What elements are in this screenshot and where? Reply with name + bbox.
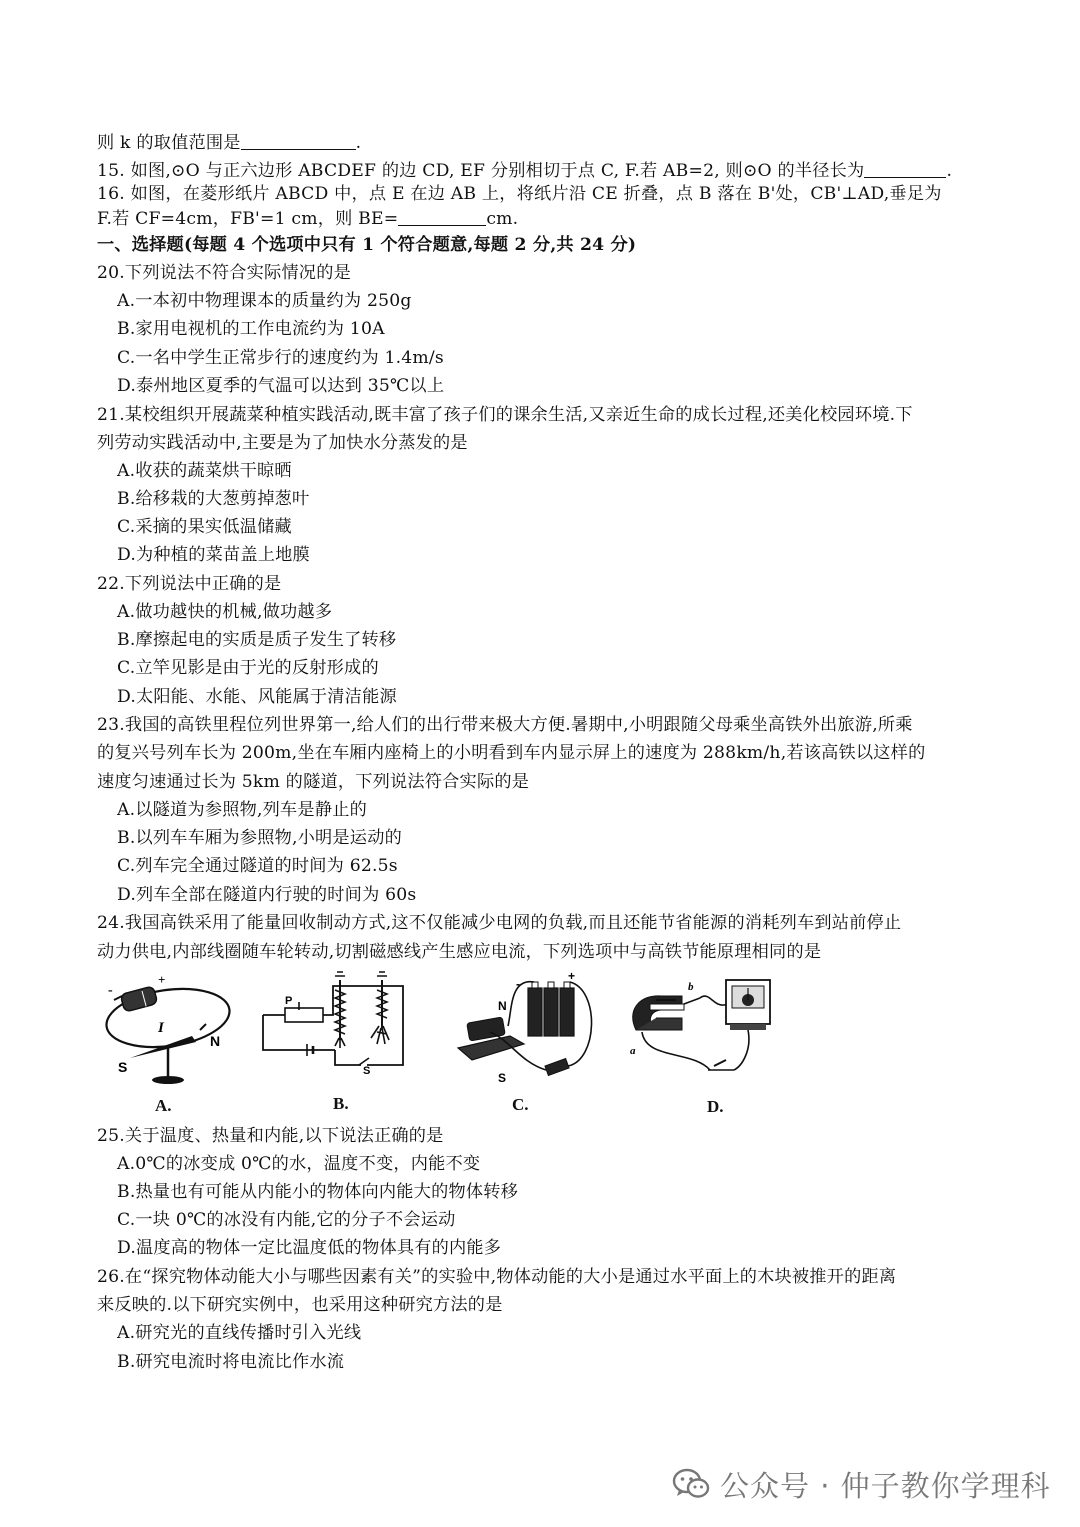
north-label: N xyxy=(498,999,507,1013)
question-23-cont: 速度匀速通过长为 5km 的隧道，下列说法符合实际的是 xyxy=(97,772,530,792)
answer-blank xyxy=(241,131,356,150)
south-label: S xyxy=(118,1059,128,1075)
option-23-b: B.以列车车厢为参照物,小明是运动的 xyxy=(117,828,402,848)
question-15: 15. 如图,⊙O 与正六边形 ABCDEF 的边 CD, EF 分别相切于点 C, F.若 AB=2, 则⊙O 的半径长为 . xyxy=(97,161,953,181)
figure-a xyxy=(100,970,240,1090)
option-20-b: B.家用电视机的工作电流约为 10A xyxy=(117,319,385,339)
electromagnet-circuit-diagram xyxy=(255,970,415,1080)
option-20-a: A.一本初中物理课本的质量约为 250g xyxy=(117,291,412,311)
option-22-a: A.做功越快的机械,做功越多 xyxy=(117,602,333,622)
electromagnet-compass-diagram xyxy=(100,970,240,1090)
option-25-b: B.热量也有可能从内能小的物体向内能大的物体转移 xyxy=(117,1182,519,1202)
text-line: 则 k 的取值范围是 . xyxy=(97,133,362,153)
question-21: 21.某校组织开展蔬菜种植实践活动,既丰富了孩子们的课余生活,又亲近生命的成长过程,还美化校园环境.下 xyxy=(97,405,913,425)
slider-p-label: P xyxy=(285,995,293,1007)
option-23-d: D.列车全部在隧道内行驶的时间为 60s xyxy=(117,885,417,905)
north-label: N xyxy=(210,1033,221,1049)
section-heading: 一、选择题(每题 4 个选项中只有 1 个符合题意,每题 2 分,共 24 分) xyxy=(97,235,637,255)
question-22: 22.下列说法中正确的是 xyxy=(97,574,282,594)
minus-label: - xyxy=(108,983,113,998)
current-label: I xyxy=(158,1020,164,1036)
option-26-b: B.研究电流时将电流比作水流 xyxy=(117,1352,345,1372)
generator-galvanometer-diagram xyxy=(622,970,782,1085)
answer-blank xyxy=(864,159,946,178)
question-26-cont: 来反映的.以下研究实例中，也采用这种研究方法的是 xyxy=(97,1295,503,1315)
option-22-b: B.摩擦起电的实质是质子发生了转移 xyxy=(117,630,397,650)
option-21-d: D.为种植的菜苗盖上地膜 xyxy=(117,545,310,565)
option-21-b: B.给移栽的大葱剪掉葱叶 xyxy=(117,489,310,509)
question-20: 20.下列说法不符合实际情况的是 xyxy=(97,263,351,283)
option-25-d: D.温度高的物体一定比温度低的物体具有的内能多 xyxy=(117,1238,502,1258)
a-label: a xyxy=(630,1045,636,1057)
answer-blank xyxy=(398,207,486,226)
b-label: b xyxy=(688,981,694,993)
question-16: 16. 如图，在菱形纸片 ABCD 中，点 E 在边 AB 上，将纸片沿 CE 折叠，点 B 落在 B'处，CB'⊥AD,垂足为 xyxy=(97,184,942,204)
watermark-text: 公众号 · 仲子教你学理科 xyxy=(720,1468,1051,1503)
option-22-d: D.太阳能、水能、风能属于清洁能源 xyxy=(117,687,397,707)
option-23-c: C.列车完全通过隧道的时间为 62.5s xyxy=(117,856,398,876)
plus-label: + xyxy=(158,972,166,987)
figure-c xyxy=(450,970,600,1085)
wechat-icon xyxy=(672,1467,710,1501)
option-21-a: A.收获的蔬菜烘干晾晒 xyxy=(117,461,292,481)
question-26: 26.在“探究物体动能大小与哪些因素有关”的实验中,物体动能的大小是通过水平面上的木块被推开的距离 xyxy=(97,1267,897,1287)
option-21-c: C.采摘的果实低温储藏 xyxy=(117,517,292,537)
option-26-a: A.研究光的直线传播时引入光线 xyxy=(117,1323,362,1343)
figure-c-label: C. xyxy=(512,1095,529,1114)
figure-d-label: D. xyxy=(707,1097,724,1116)
option-25-a: A.0℃的冰变成 0℃的水，温度不变，内能不变 xyxy=(117,1154,481,1174)
option-20-d: D.泰州地区夏季的气温可以达到 35℃以上 xyxy=(117,376,445,396)
figure-a-label: A. xyxy=(155,1096,172,1115)
question-23-cont: 的复兴号列车长为 200m,坐在车厢内座椅上的小明看到车内显示屏上的速度为 288km/h,若该高铁以这样的 xyxy=(97,743,926,763)
switch-s-label: S xyxy=(363,1065,371,1077)
figure-b-label: B. xyxy=(333,1094,349,1113)
question-25: 25.关于温度、热量和内能,以下说法正确的是 xyxy=(97,1126,444,1146)
motor-battery-diagram xyxy=(450,970,600,1085)
option-20-c: C.一名中学生正常步行的速度约为 1.4m/s xyxy=(117,348,444,368)
south-label: S xyxy=(498,1071,507,1085)
option-22-c: C.立竿见影是由于光的反射形成的 xyxy=(117,658,379,678)
plus-label: + xyxy=(568,970,576,983)
option-23-a: A.以隧道为参照物,列车是静止的 xyxy=(117,800,367,820)
figure-d xyxy=(622,970,782,1085)
figure-b xyxy=(255,970,415,1080)
question-23: 23.我国的高铁里程位列世界第一,给人们的出行带来极大方便.暑期中,小明跟随父母乘坐高铁外出旅游,所乘 xyxy=(97,715,913,735)
question-24-cont: 动力供电,内部线圈随车轮转动,切割磁感线产生感应电流，下列选项中与高铁节能原理相同的是 xyxy=(97,942,822,962)
watermark xyxy=(672,1460,1051,1508)
option-25-c: C.一块 0℃的冰没有内能,它的分子不会运动 xyxy=(117,1210,456,1230)
minus-label: - xyxy=(516,977,520,991)
question-24: 24.我国高铁采用了能量回收制动方式,这不仅能减少电网的负载,而且还能节省能源的消耗列车到站前停止 xyxy=(97,913,902,933)
question-16-cont: F.若 CF=4cm，FB'=1 cm，则 BE= cm. xyxy=(97,209,519,229)
question-21-cont: 列劳动实践活动中,主要是为了加快水分蒸发的是 xyxy=(97,433,468,453)
